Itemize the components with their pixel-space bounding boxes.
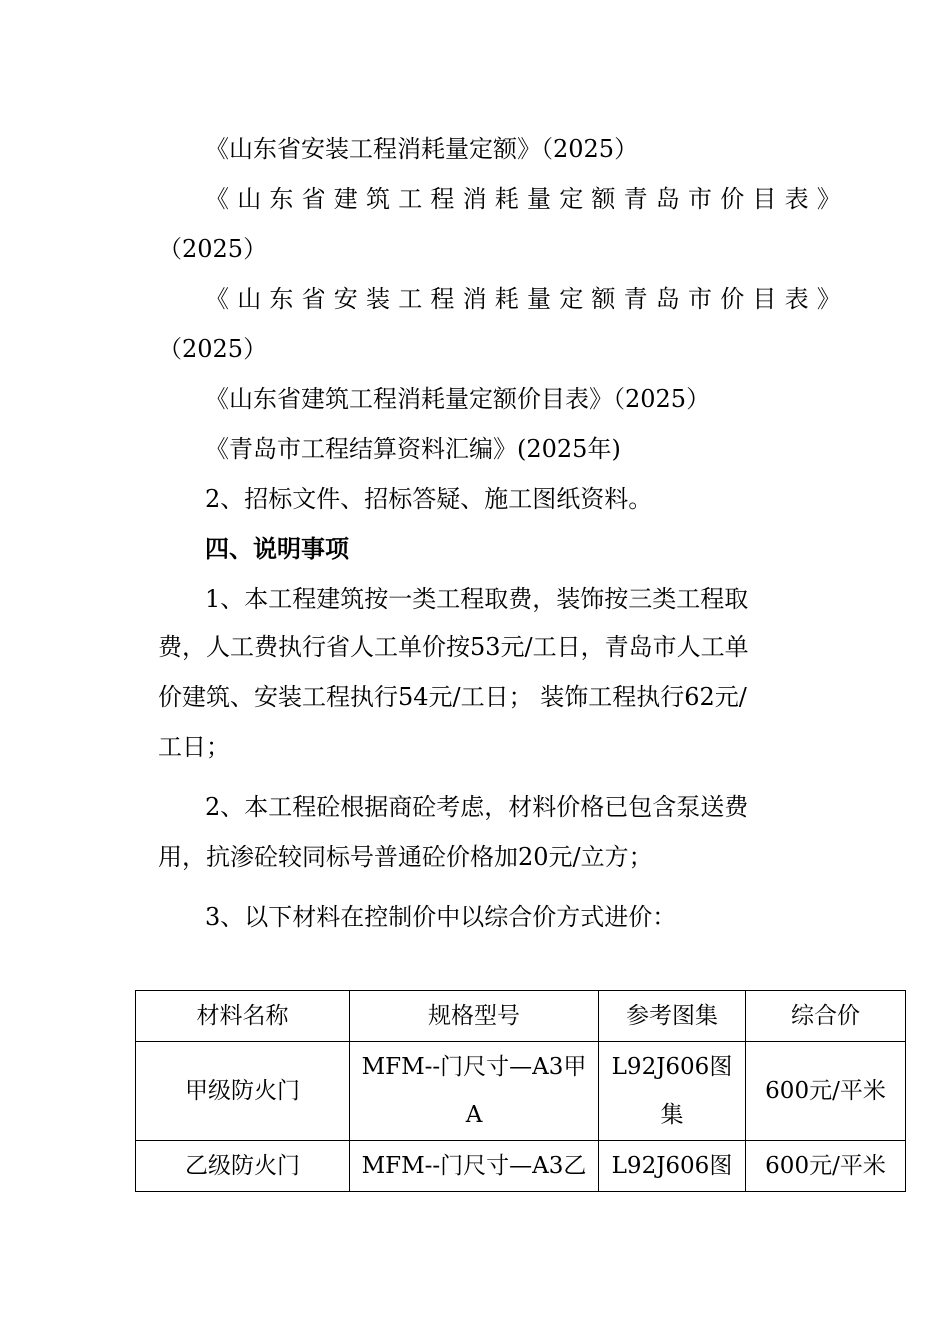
table-cell: 甲级防火门 <box>136 1042 350 1141</box>
reference-item: 《青岛市工程结算资料汇编》(2025年) <box>205 435 621 463</box>
note-line: 价建筑、安装工程执行54元/工日； 装饰工程执行62元/ <box>158 683 747 711</box>
table-cell: 乙级防火门 <box>136 1141 350 1192</box>
reference-item: 《山东省建筑工程消耗量定额价目表》（2025） <box>205 385 711 413</box>
section-heading: 四、说明事项 <box>205 534 349 563</box>
note-line: 1、本工程建筑按一类工程取费，装饰按三类工程取 <box>205 585 749 613</box>
note-line: 费，人工费执行省人工单价按53元/工日，青岛市人工单 <box>158 633 749 661</box>
table-header-row <box>136 991 906 1042</box>
note-line: 3、以下材料在控制价中以综合价方式进价： <box>205 903 677 931</box>
table-row <box>136 1141 906 1192</box>
reference-item: 《山东省建筑工程消耗量定额青岛市价目表》 <box>205 185 849 213</box>
reference-item-year: （2025） <box>158 235 268 263</box>
reference-item: 《山东省安装工程消耗量定额》（2025） <box>205 135 639 163</box>
note-line: 工日； <box>158 733 230 761</box>
table-cell: L92J606图 <box>599 1141 746 1192</box>
column-header: 规格型号 <box>350 991 599 1042</box>
column-header: 综合价 <box>746 991 906 1042</box>
note-line: 用，抗渗砼较同标号普通砼价格加20元/立方； <box>158 843 653 871</box>
note-line: 2、本工程砼根据商砼考虑，材料价格已包含泵送费 <box>205 793 749 821</box>
list-item: 2、招标文件、招标答疑、施工图纸资料。 <box>205 485 653 513</box>
table-cell: 600元/平米 <box>746 1042 906 1141</box>
table-cell: MFM--门尺寸—A3乙 <box>350 1141 599 1192</box>
reference-item: 《山东省安装工程消耗量定额青岛市价目表》 <box>205 285 849 313</box>
reference-item-year: （2025） <box>158 335 268 363</box>
table-cell: 600元/平米 <box>746 1141 906 1192</box>
materials-table <box>135 990 906 1192</box>
column-header: 材料名称 <box>136 991 350 1042</box>
table-cell: L92J606图集 <box>599 1042 746 1141</box>
table-row <box>136 1042 906 1141</box>
table-cell: MFM--门尺寸—A3甲A <box>350 1042 599 1141</box>
column-header: 参考图集 <box>599 991 746 1042</box>
